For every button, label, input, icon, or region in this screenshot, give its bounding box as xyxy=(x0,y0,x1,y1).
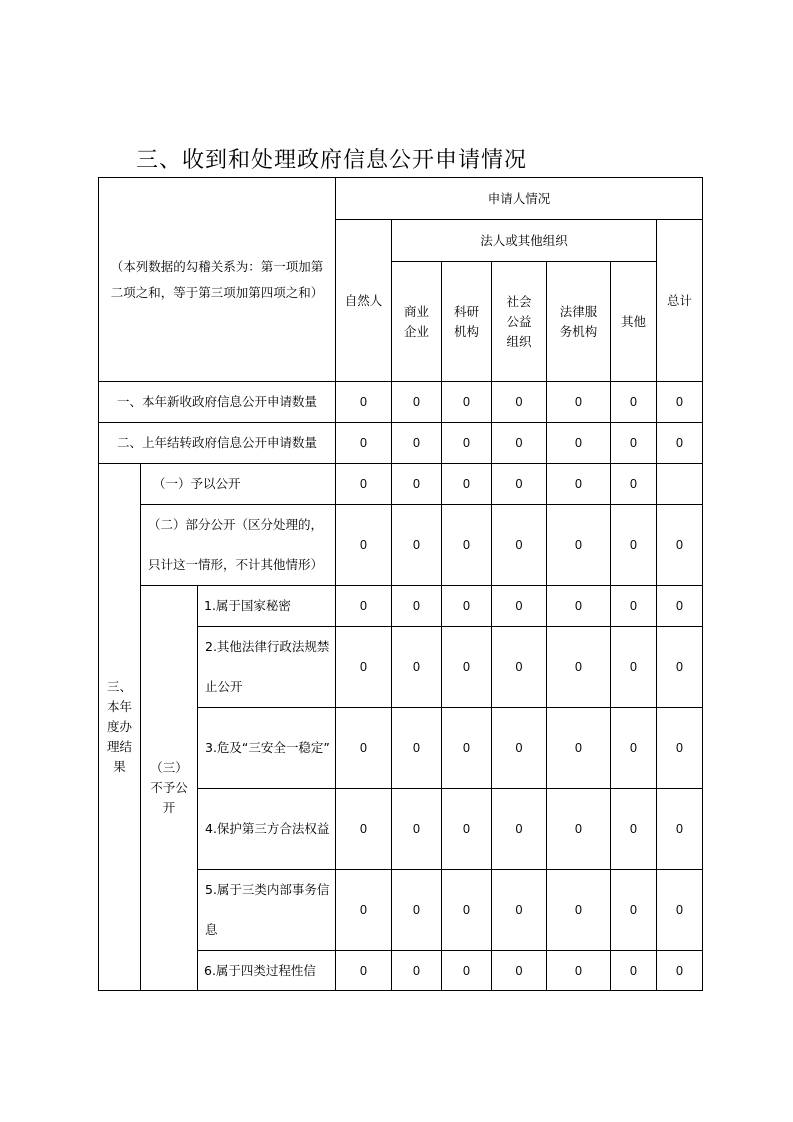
cell-total: 0 xyxy=(657,382,703,423)
cell-natural: 0 xyxy=(336,464,392,505)
table-row xyxy=(99,382,703,423)
cell-business: 0 xyxy=(392,789,442,870)
cell-research: 0 xyxy=(442,951,492,991)
row-label: 2.其他法律行政法规禁止公开 xyxy=(198,627,336,708)
cell-legal-service: 0 xyxy=(547,708,611,789)
cell-other: 0 xyxy=(611,382,657,423)
cell-business: 0 xyxy=(392,951,442,991)
application-stats-table xyxy=(98,177,703,991)
cell-legal-service: 0 xyxy=(547,951,611,991)
cell-total: 0 xyxy=(657,627,703,708)
cell-business: 0 xyxy=(392,870,442,951)
header-legal-org: 法人或其他组织 xyxy=(392,220,657,262)
cell-other: 0 xyxy=(611,789,657,870)
cell-social: 0 xyxy=(492,789,547,870)
row-label: 一、本年新收政府信息公开申请数量 xyxy=(99,382,336,423)
cell-other: 0 xyxy=(611,505,657,586)
cell-natural: 0 xyxy=(336,708,392,789)
row-label: 4.保护第三方合法权益 xyxy=(198,789,336,870)
cell-legal-service: 0 xyxy=(547,870,611,951)
cell-total xyxy=(657,464,703,505)
row-label: 1.属于国家秘密 xyxy=(198,586,336,627)
cell-natural: 0 xyxy=(336,505,392,586)
cell-natural: 0 xyxy=(336,627,392,708)
header-social: 社会公益组织 xyxy=(492,262,547,382)
cell-total: 0 xyxy=(657,951,703,991)
cell-legal-service: 0 xyxy=(547,627,611,708)
header-description: （本列数据的勾稽关系为：第一项加第二项之和，等于第三项加第四项之和） xyxy=(99,178,336,382)
cell-research: 0 xyxy=(442,423,492,464)
cell-business: 0 xyxy=(392,505,442,586)
row-label: 3.危及“三安全一稳定” xyxy=(198,708,336,789)
cell-research: 0 xyxy=(442,789,492,870)
cell-legal-service: 0 xyxy=(547,423,611,464)
cell-social: 0 xyxy=(492,951,547,991)
cell-other: 0 xyxy=(611,708,657,789)
cell-legal-service: 0 xyxy=(547,789,611,870)
header-natural-person: 自然人 xyxy=(336,220,392,382)
cell-social: 0 xyxy=(492,708,547,789)
table-row xyxy=(99,423,703,464)
cell-total: 0 xyxy=(657,708,703,789)
cell-total: 0 xyxy=(657,505,703,586)
cell-research: 0 xyxy=(442,382,492,423)
row-label: 二、上年结转政府信息公开申请数量 xyxy=(99,423,336,464)
cell-business: 0 xyxy=(392,464,442,505)
cell-other: 0 xyxy=(611,423,657,464)
cell-business: 0 xyxy=(392,708,442,789)
header-applicant: 申请人情况 xyxy=(336,178,703,220)
cell-research: 0 xyxy=(442,627,492,708)
cell-social: 0 xyxy=(492,505,547,586)
cell-other: 0 xyxy=(611,870,657,951)
row-label: （一）予以公开 xyxy=(141,464,336,505)
table-row xyxy=(99,464,703,505)
cell-social: 0 xyxy=(492,586,547,627)
cell-business: 0 xyxy=(392,586,442,627)
cell-total: 0 xyxy=(657,586,703,627)
header-legal-service: 法律服务机构 xyxy=(547,262,611,382)
cell-natural: 0 xyxy=(336,586,392,627)
cell-research: 0 xyxy=(442,464,492,505)
cell-natural: 0 xyxy=(336,423,392,464)
header-other: 其他 xyxy=(611,262,657,382)
cell-legal-service: 0 xyxy=(547,505,611,586)
cell-other: 0 xyxy=(611,586,657,627)
cell-legal-service: 0 xyxy=(547,464,611,505)
cell-natural: 0 xyxy=(336,951,392,991)
not-disclose-group-label: （三）不予公开 xyxy=(141,586,198,991)
cell-business: 0 xyxy=(392,382,442,423)
cell-total: 0 xyxy=(657,870,703,951)
header-research: 科研机构 xyxy=(442,262,492,382)
header-business: 商业企业 xyxy=(392,262,442,382)
cell-social: 0 xyxy=(492,870,547,951)
table-row xyxy=(99,586,703,627)
cell-social: 0 xyxy=(492,464,547,505)
cell-natural: 0 xyxy=(336,789,392,870)
cell-other: 0 xyxy=(611,464,657,505)
cell-social: 0 xyxy=(492,423,547,464)
cell-research: 0 xyxy=(442,505,492,586)
row-label: （二）部分公开（区分处理的，只计这一情形，不计其他情形） xyxy=(141,505,336,586)
header-total: 总计 xyxy=(657,220,703,382)
cell-other: 0 xyxy=(611,951,657,991)
cell-legal-service: 0 xyxy=(547,586,611,627)
row-label: 5.属于三类内部事务信息 xyxy=(198,870,336,951)
cell-total: 0 xyxy=(657,423,703,464)
cell-natural: 0 xyxy=(336,382,392,423)
cell-social: 0 xyxy=(492,627,547,708)
row-label: 6.属于四类过程性信 xyxy=(198,951,336,991)
cell-business: 0 xyxy=(392,627,442,708)
cell-research: 0 xyxy=(442,870,492,951)
cell-research: 0 xyxy=(442,586,492,627)
cell-business: 0 xyxy=(392,423,442,464)
cell-total: 0 xyxy=(657,789,703,870)
cell-other: 0 xyxy=(611,627,657,708)
cell-research: 0 xyxy=(442,708,492,789)
page-title: 三、收到和处理政府信息公开申请情况 xyxy=(136,148,528,173)
cell-natural: 0 xyxy=(336,870,392,951)
section-3-label: 三、本年度办理结果 xyxy=(99,464,141,991)
cell-legal-service: 0 xyxy=(547,382,611,423)
cell-social: 0 xyxy=(492,382,547,423)
table-row xyxy=(99,505,703,586)
